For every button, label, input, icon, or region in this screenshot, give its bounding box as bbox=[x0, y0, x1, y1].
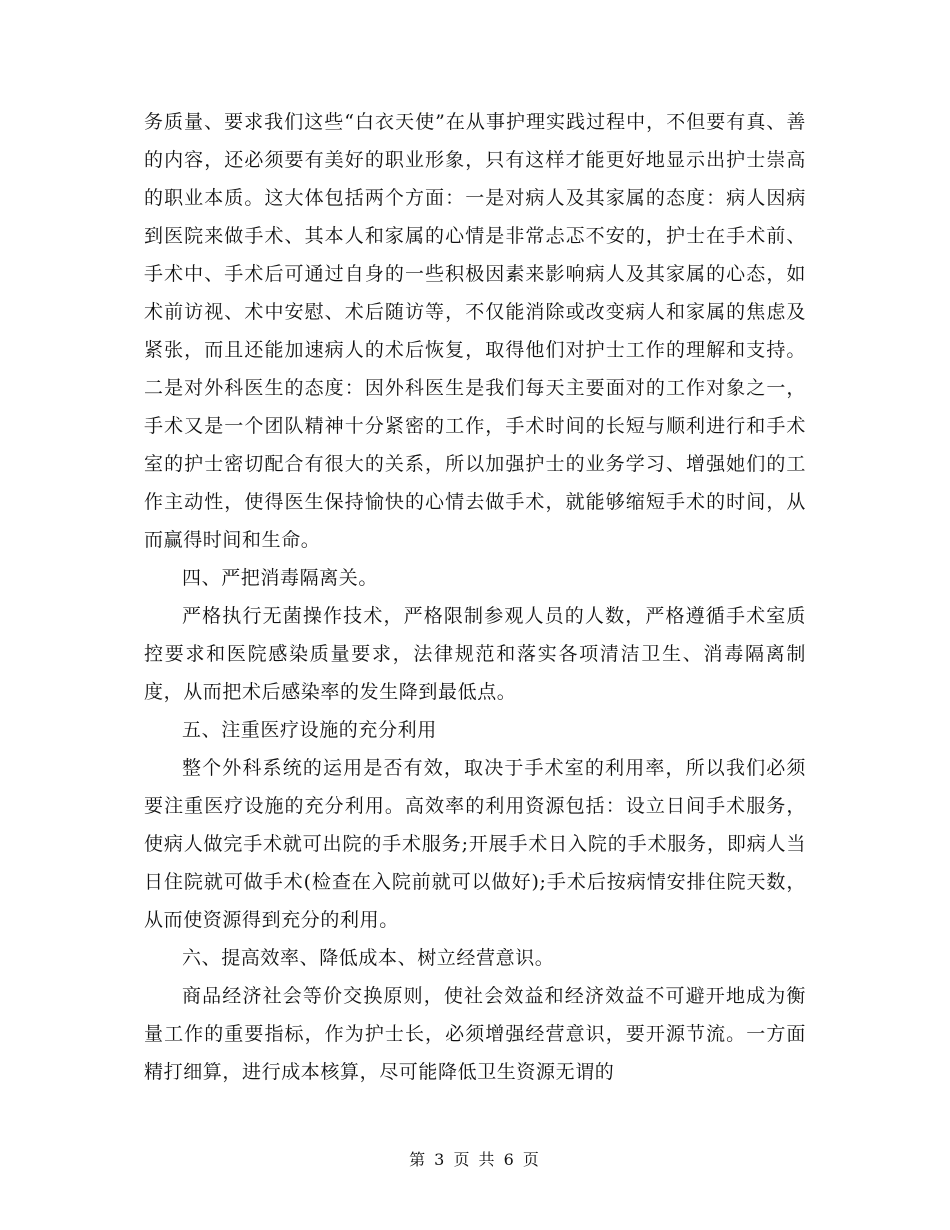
section-heading-6: 六、提高效率、降低成本、树立经营意识。 bbox=[182, 947, 555, 969]
paragraph-efficiency: 商品经济社会等价交换原则，使社会效益和经济效益不可避开地成为衡量工作的重要指标，作为护士长，必须增强经营意识，要开源节流。一方面精打细算，进行成本核算，尽可能降低卫生资源无谓的 bbox=[144, 985, 806, 1083]
paragraph-facilities: 整个外科系统的运用是否有效，取决于手术室的利用率，所以我们必须要注重医疗设施的充分利用。高效率的利用资源包括：设立日间手术服务，使病人做完手术就可出院的手术服务;开展手术日入院的手术服务，即病人当日住院就可做手术(检查在入院前就可以做好);手术后按病情安排住院天数，从而使资源得到充分的利用。 bbox=[144, 757, 806, 931]
section-heading-5: 五、注重医疗设施的充分利用 bbox=[182, 719, 437, 741]
paragraph-continued: 务质量、要求我们这些“白衣天使”在从事护理实践过程中，不但要有真、善的内容，还必须要有美好的职业形象，只有这样才能更好地显示出护士崇高的职业本质。这大体包括两个方面：一是对病人及其家属的态度：病人因病到医院来做手术、其本人和家属的心情是非常忐忑不安的，护士在手术前、手术中、手术后可通过自身的一些积极因素来影响病人及其家属的心态，如术前访视、术中安慰、术后随访等，不仅能消除或改变病人和家属的焦虑及紧张，而且还能加速病人的术后恢复，取得他们对护士工作的理解和支持。二是对外科医生的态度：因外科医生是我们每天主要面对的工作对象之一，手术又是一个团队精神十分紧密的工作，手术时间的长短与顺利进行和手术室的护士密切配合有很大的关系，所以加强护士的业务学习、增强她们的工作主动性，使得医生保持愉快的心情去做手术，就能够缩短手术的时间，从而赢得时间和生命。 bbox=[144, 111, 806, 551]
paragraph-disinfection: 严格执行无菌操作技术，严格限制参观人员的人数，严格遵循手术室质控要求和医院感染质量要求，法律规范和落实各项清洁卫生、消毒隔离制度，从而把术后感染率的发生降到最低点。 bbox=[144, 605, 806, 703]
document-body bbox=[144, 103, 806, 1091]
section-heading-4: 四、严把消毒隔离关。 bbox=[182, 567, 379, 589]
page-number-footer: 第 3 页 共 6 页 bbox=[409, 1150, 541, 1169]
